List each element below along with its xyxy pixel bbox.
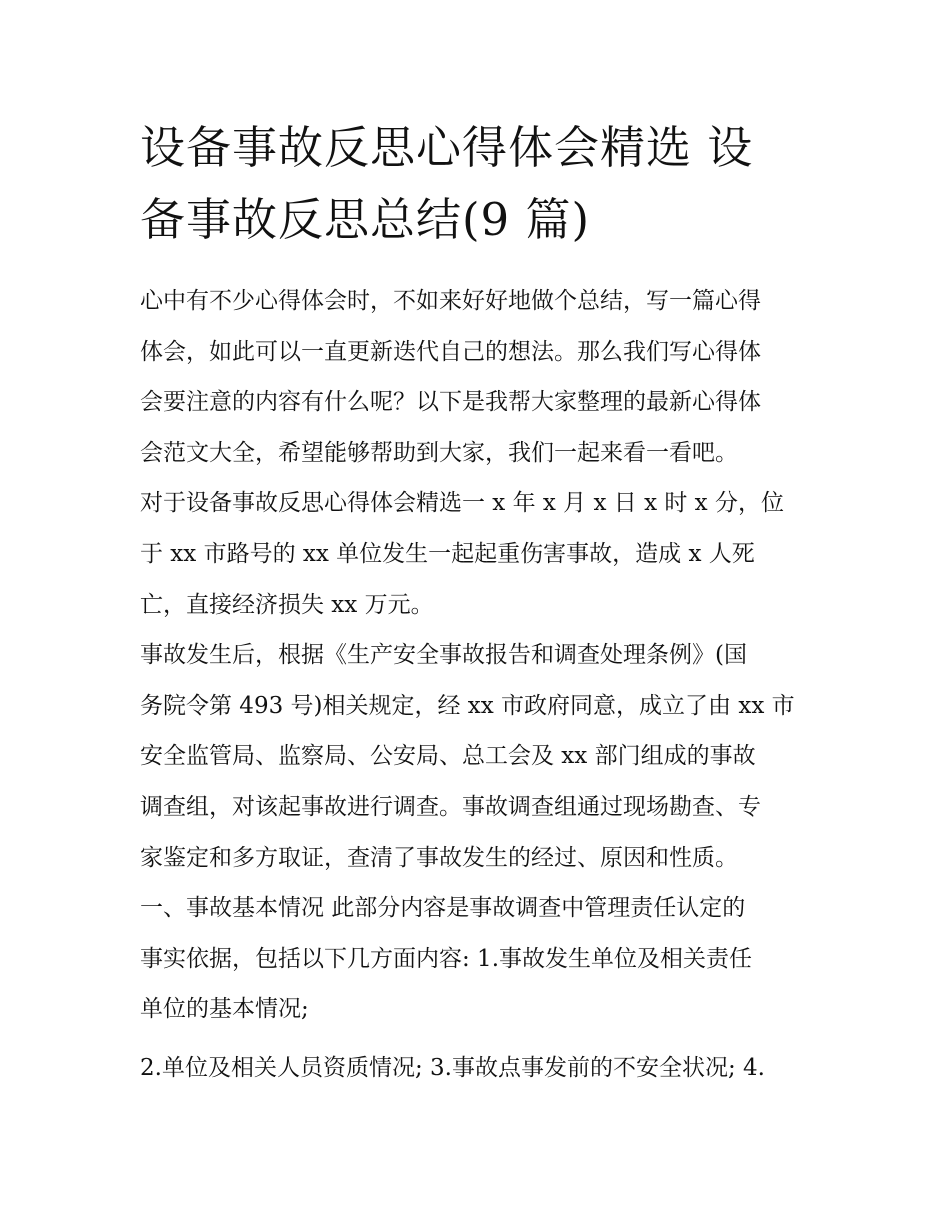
paragraph-list xyxy=(140,1043,820,1094)
text-line: 家鉴定和多方取证，查清了事故发生的经过、原因和性质。 xyxy=(140,844,738,871)
document-body xyxy=(140,276,820,1094)
title-line: 设备事故反思心得体会精选 设 xyxy=(140,121,754,174)
paragraph-incident xyxy=(140,478,820,630)
text-line: 于 xx 市路号的 xx 单位发生一起起重伤害事故，造成 x 人死 xyxy=(140,540,755,567)
text-line: 安全监管局、监察局、公安局、总工会及 xx 部门组成的事故 xyxy=(140,743,756,770)
paragraph-investigation xyxy=(140,630,820,883)
text-line: 2.单位及相关人员资质情况; 3.事故点事发前的不安全状况; 4. xyxy=(140,1054,765,1081)
text-line: 单位的基本情况; xyxy=(140,996,309,1023)
document-title xyxy=(140,112,820,256)
text-line: 亡，直接经济损失 xx 万元。 xyxy=(140,591,434,618)
text-line: 调查组，对该起事故进行调查。事故调查组通过现场勘查、专 xyxy=(140,793,761,820)
text-line: 会范文大全，希望能够帮助到大家，我们一起来看一看吧。 xyxy=(140,439,738,466)
text-line: 事故发生后，根据《生产安全事故报告和调查处理条例》(国 xyxy=(140,642,747,669)
document-content xyxy=(140,112,820,1094)
text-line: 体会，如此可以一直更新迭代自己的想法。那么我们写心得体 xyxy=(140,338,761,365)
paragraph-intro xyxy=(140,276,820,478)
text-line: 一、事故基本情况 此部分内容是事故调查中管理责任认定的 xyxy=(140,895,746,922)
text-line: 会要注意的内容有什么呢？以下是我帮大家整理的最新心得体 xyxy=(140,389,761,416)
text-line: 心中有不少心得体会时，不如来好好地做个总结，写一篇心得 xyxy=(140,288,761,314)
paragraph-basic-info xyxy=(140,883,820,1035)
title-line: 备事故反思总结(9 篇) xyxy=(140,193,591,246)
text-line: 对于设备事故反思心得体会精选一 x 年 x 月 x 日 x 时 x 分，位 xyxy=(140,490,784,517)
text-line: 事实依据，包括以下几方面内容: 1.事故发生单位及相关责任 xyxy=(140,945,753,972)
text-line: 务院令第 493 号)相关规定，经 xx 市政府同意，成立了由 xx 市 xyxy=(140,692,795,719)
